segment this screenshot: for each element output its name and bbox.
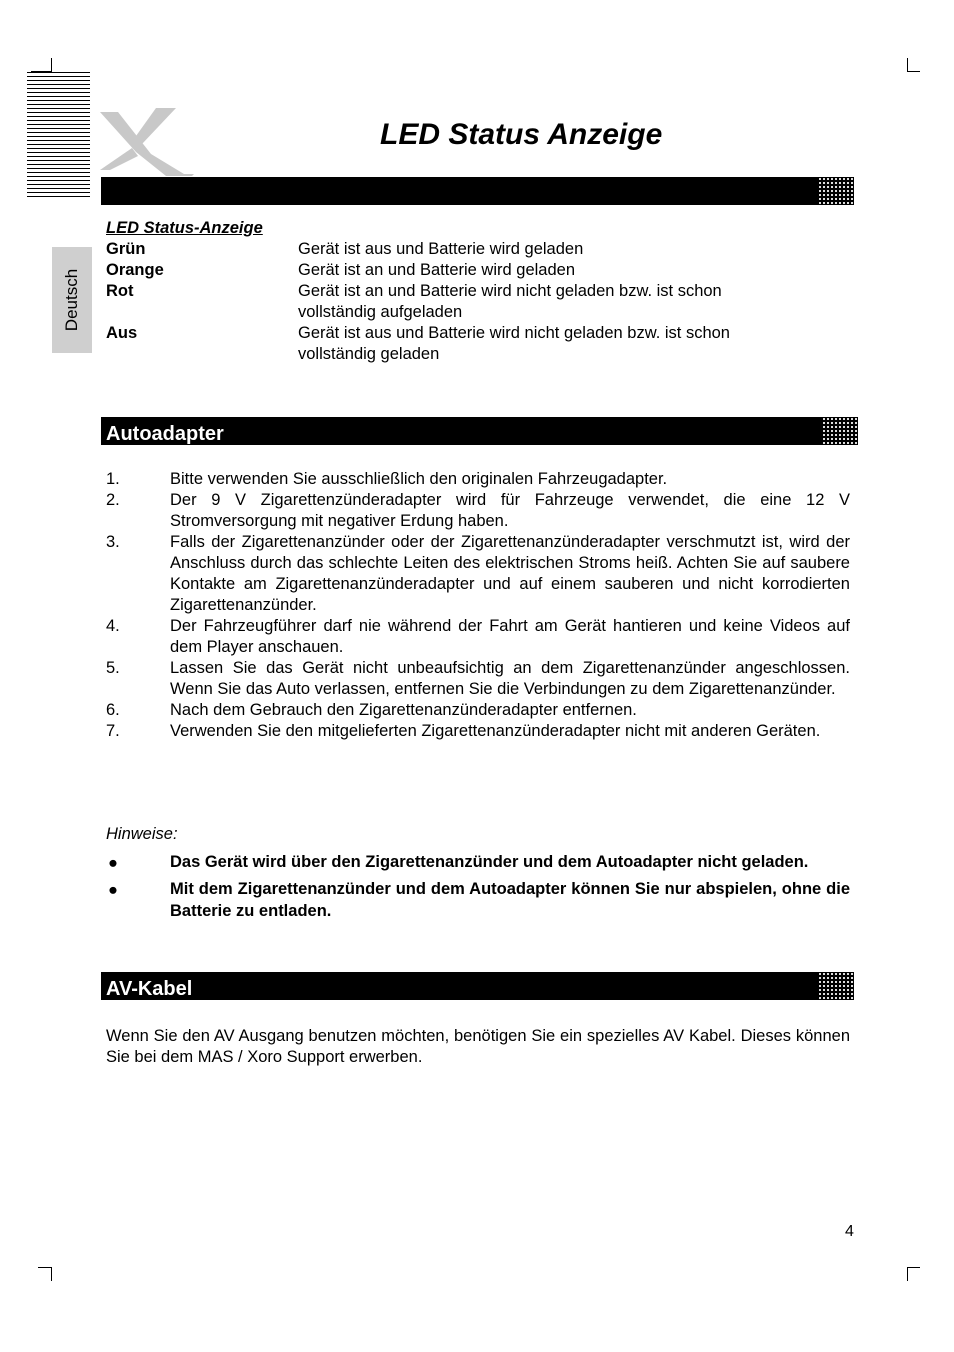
crop-mark-bottom-right-v xyxy=(907,1267,908,1281)
list-item xyxy=(106,658,850,700)
led-description: Gerät ist aus und Batterie wird nicht geladen bzw. ist schon vollständig geladen xyxy=(298,324,730,363)
bar-dot-pattern xyxy=(818,972,854,1000)
section-header-av-kabel xyxy=(101,972,854,1000)
bar-dot-pattern xyxy=(822,417,858,445)
crop-mark-top-right-v xyxy=(907,58,908,71)
led-label: Grün xyxy=(106,240,146,258)
crop-mark-bottom-right xyxy=(907,1267,920,1268)
bullet-icon: ● xyxy=(108,854,118,872)
list-text: Der 9 V Zigarettenzünderadapter wird für Fahrzeuge verwendet, die eine 12 V Stromversorgung mit negativer Erdung haben. xyxy=(170,491,850,530)
list-item xyxy=(106,469,850,490)
led-section-heading: LED Status-Anzeige xyxy=(106,219,263,237)
language-tab-label: Deutsch xyxy=(62,268,81,332)
list-item xyxy=(106,700,850,721)
av-kabel-text: Wenn Sie den AV Ausgang benutzen möchten, benötigen Sie ein spezielles AV Kabel. Dieses können Sie bei dem MAS / Xoro Support erwerben. xyxy=(106,1027,850,1066)
led-label: Rot xyxy=(106,282,134,300)
note-item xyxy=(106,878,850,922)
notes-label: Hinweise: xyxy=(106,825,178,843)
list-text: Lassen Sie das Gerät nicht unbeaufsichtig an dem Zigarettenanzünder angeschlossen. Wenn Sie das Auto verlassen, entfernen Sie die Verbindungen zu dem Zigarettenanzünder. xyxy=(170,659,850,698)
section-title: Autoadapter xyxy=(106,423,224,445)
led-description: Gerät ist an und Batterie wird nicht geladen bzw. ist schon vollständig aufgeladen xyxy=(298,282,722,321)
list-item xyxy=(106,490,850,532)
list-number: 4. xyxy=(106,617,120,635)
section-header-autoadapter xyxy=(101,417,858,445)
list-text: Verwenden Sie den mitgelieferten Zigarettenanzünderadapter nicht mit anderen Geräten. xyxy=(170,722,821,740)
list-number: 6. xyxy=(106,701,120,719)
led-description: Gerät ist an und Batterie wird geladen xyxy=(298,261,575,279)
language-tab xyxy=(52,247,92,353)
brand-logo-x xyxy=(96,104,196,178)
bullet-icon: ● xyxy=(108,881,118,899)
crop-mark-bottom-left xyxy=(38,1267,51,1268)
led-label: Aus xyxy=(106,324,138,342)
list-item xyxy=(106,616,850,658)
list-number: 2. xyxy=(106,491,120,509)
list-number: 5. xyxy=(106,659,120,677)
list-text: Bitte verwenden Sie ausschließlich den originalen Fahrzeugadapter. xyxy=(170,470,668,488)
led-description: Gerät ist aus und Batterie wird geladen xyxy=(298,240,584,258)
title-underline-bar xyxy=(101,177,854,205)
crop-mark-top-right xyxy=(907,71,920,72)
list-text: Falls der Zigarettenanzünder oder der Zigarettenanzünderadapter verschmutzt ist, wird der Anschluss durch das schlechte Leiten des elektrischen Stroms heiß. Achten Sie auf saubere Kontakte am Zigarettenanzünderadapter und auf einem sauberen und nicht korrodierten Zigarettenanzünder. xyxy=(170,533,850,614)
bar-dot-pattern xyxy=(818,177,854,205)
list-item xyxy=(106,532,850,616)
list-number: 7. xyxy=(106,722,120,740)
note-item xyxy=(106,851,850,873)
notes-list xyxy=(106,851,850,927)
page-number: 4 xyxy=(845,1223,854,1240)
page-title: LED Status Anzeige xyxy=(380,118,663,151)
led-label: Orange xyxy=(106,261,164,279)
list-item xyxy=(106,721,850,742)
autoadapter-list xyxy=(106,469,850,742)
header-stripes-decoration xyxy=(27,72,90,200)
list-text: Nach dem Gebrauch den Zigarettenanzünderadapter entfernen. xyxy=(170,701,637,719)
list-text: Der Fahrzeugführer darf nie während der Fahrt am Gerät hantieren und keine Videos auf dem Player anschauen. xyxy=(170,617,850,656)
note-text: Das Gerät wird über den Zigarettenanzünder und dem Autoadapter nicht geladen. xyxy=(170,853,809,871)
crop-mark-bottom-left-v xyxy=(51,1267,52,1281)
list-number: 3. xyxy=(106,533,120,551)
list-number: 1. xyxy=(106,470,120,488)
note-text: Mit dem Zigarettenanzünder und dem Autoadapter können Sie nur abspielen, ohne die Batterie zu entladen. xyxy=(170,880,850,920)
crop-mark-top-left-v xyxy=(51,58,52,72)
section-title: AV-Kabel xyxy=(106,978,193,1000)
